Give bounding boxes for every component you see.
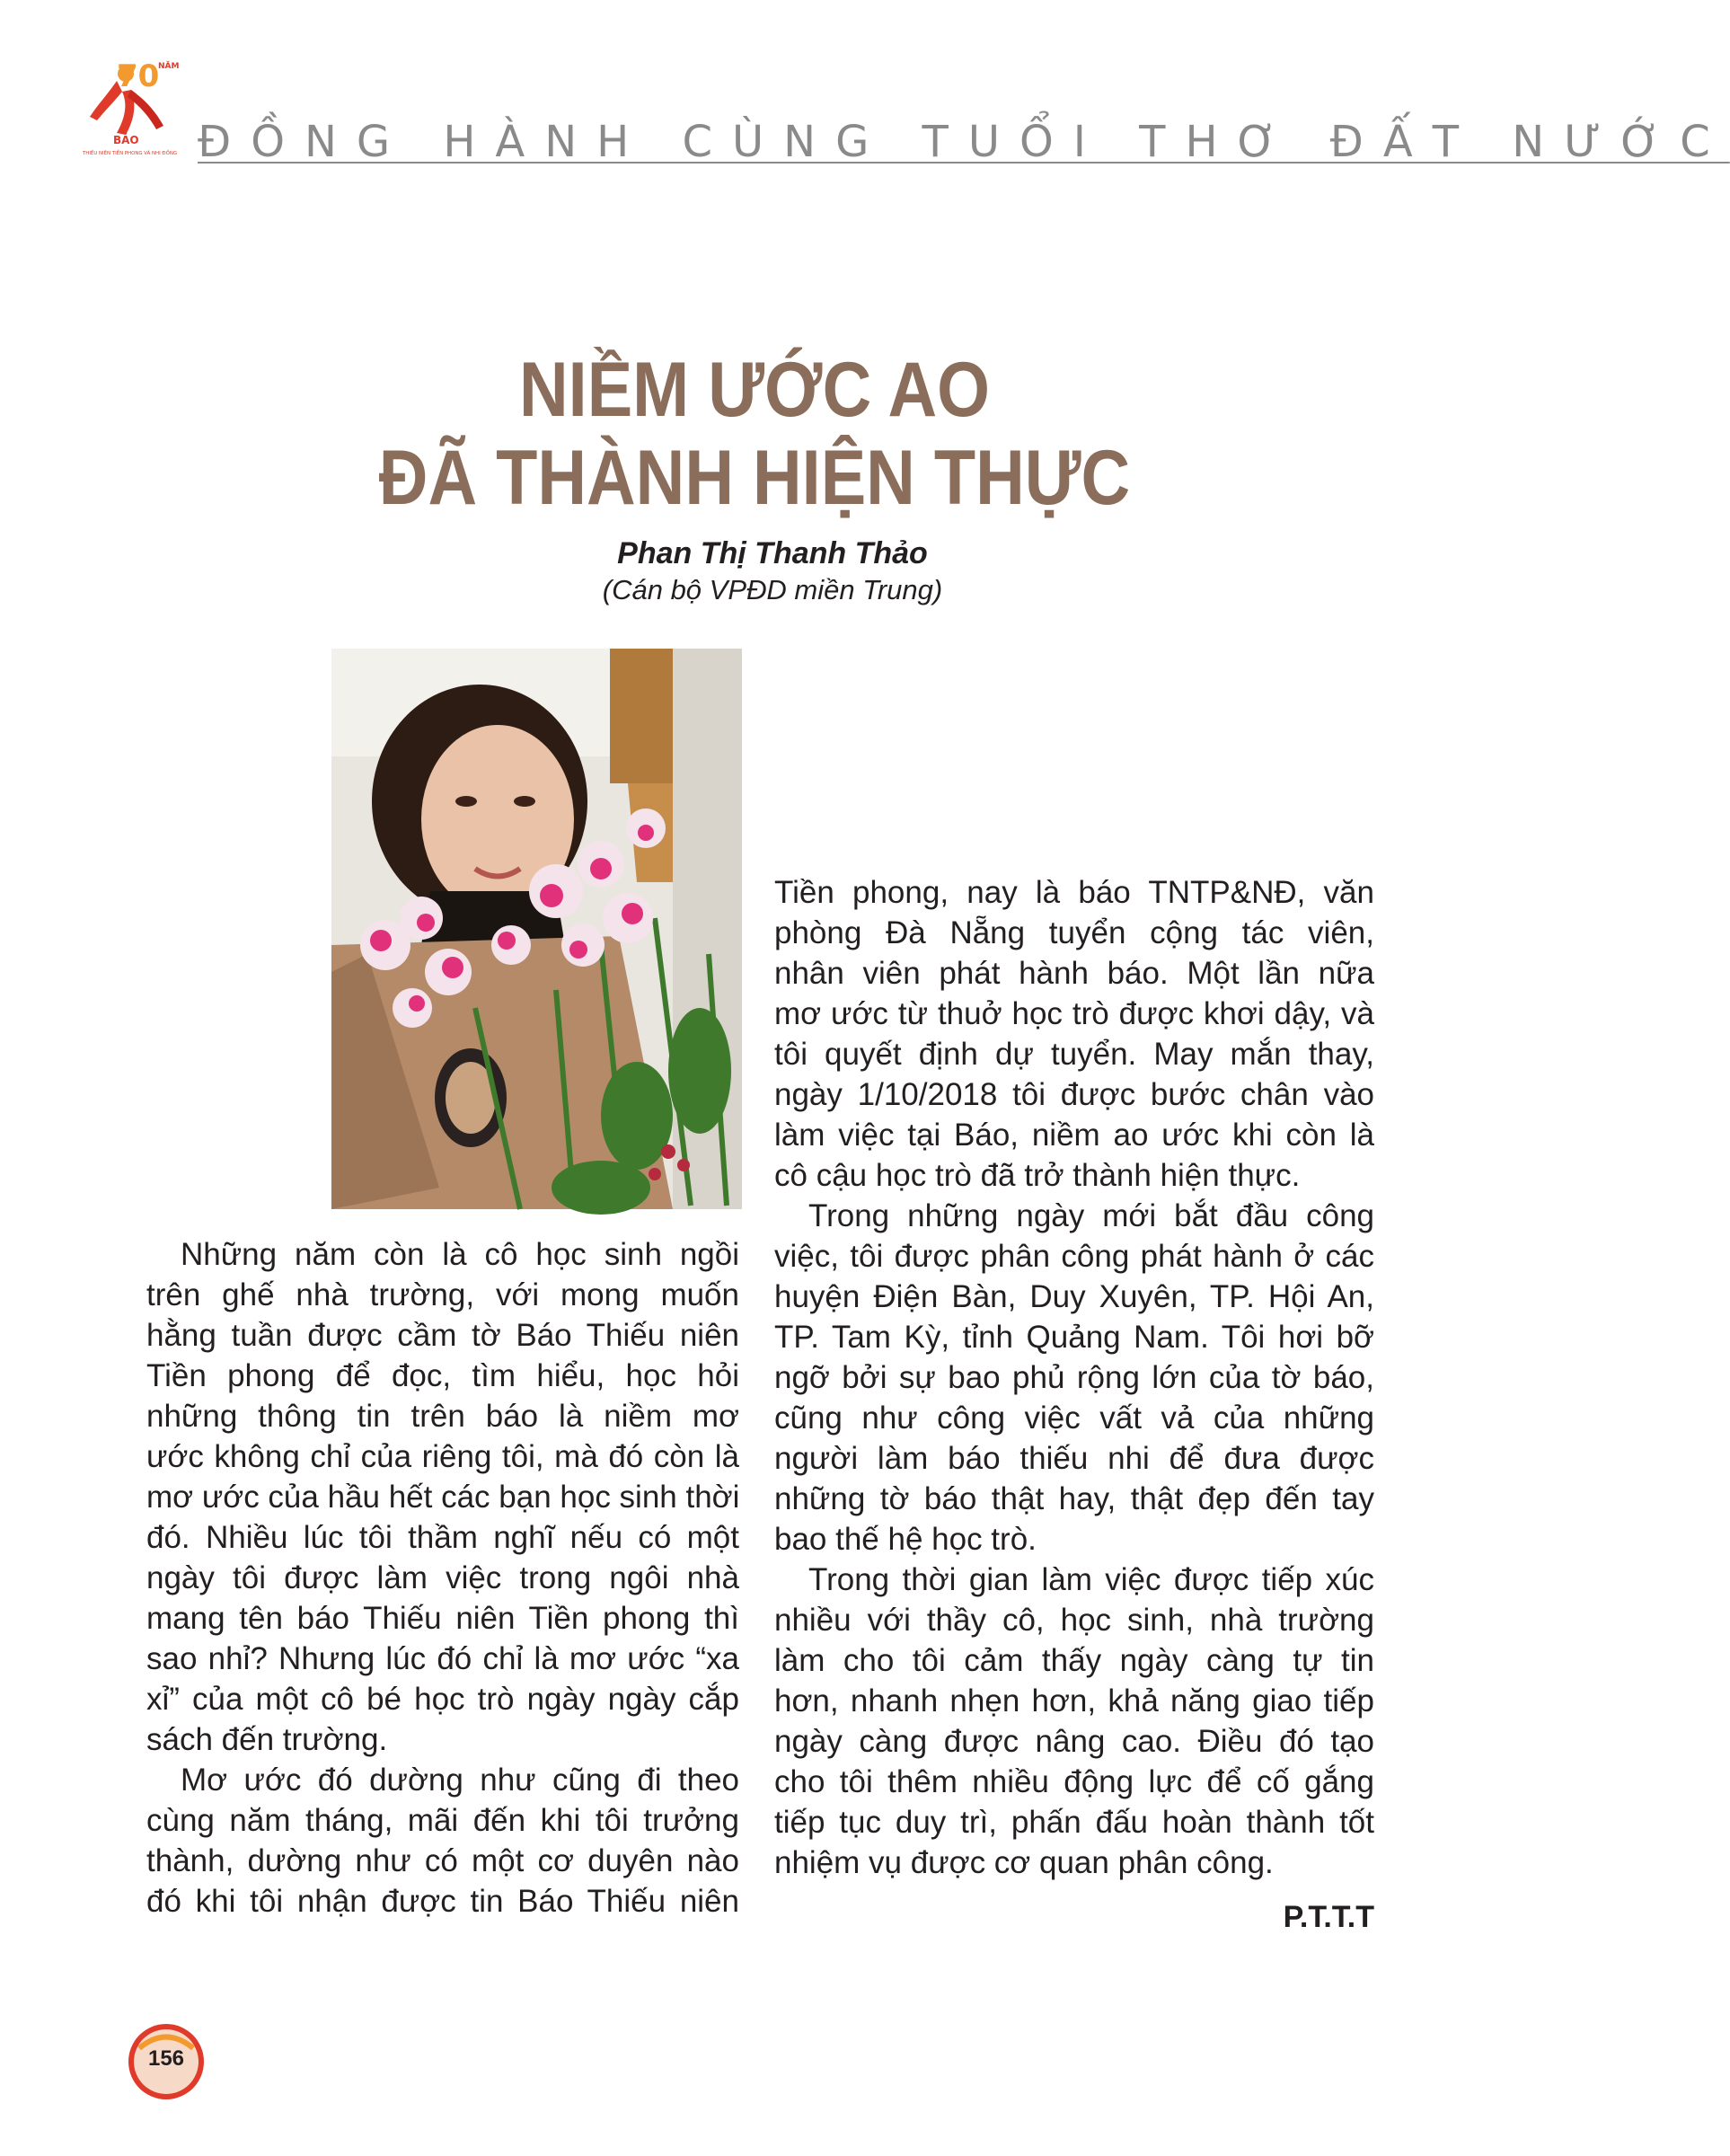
text-line: thành, dường như có một cơ duyên nào	[146, 1843, 739, 1878]
text-line: đó. Nhiều lúc tôi thầm nghĩ nếu có một	[146, 1520, 739, 1555]
text-line: trên ghế nhà trường, với mong muốn	[146, 1277, 739, 1312]
text-line: người làm báo thiếu nhi để đưa được	[774, 1441, 1374, 1476]
text-line: ước không chỉ của riêng tôi, mà đó còn là	[146, 1439, 739, 1474]
author-name: Phan Thị Thanh Thảo	[617, 536, 928, 570]
text-line: cùng năm tháng, mãi đến khi tôi trưởng	[146, 1803, 739, 1838]
text-line: nhiều với thầy cô, học sinh, nhà trường	[774, 1603, 1374, 1638]
text-line: Trong thời gian làm việc được tiếp xúc	[808, 1562, 1374, 1597]
paragraph-3	[774, 872, 1374, 1196]
text-line: tôi quyết định dự tuyển. May mắn thay,	[774, 1037, 1374, 1072]
text-line: bao thế hệ học trò.	[774, 1522, 1037, 1557]
signature: P.T.T.T	[1283, 1900, 1374, 1934]
logo-mid: BÁO	[113, 134, 139, 146]
page-number: 156	[147, 2046, 185, 2071]
text-line: cô cậu học trò đã trở thành hiện thực.	[774, 1158, 1301, 1193]
paragraph-1	[146, 1234, 739, 1760]
anniversary-logo	[81, 54, 193, 157]
page-number-badge	[126, 2021, 207, 2102]
text-line: Tiền phong, nay là báo TNTP&NĐ, văn	[774, 875, 1374, 910]
article-title-line-2: ĐÃ THÀNH HIỆN THỰC	[378, 435, 1131, 521]
text-line: Những năm còn là cô học sinh ngồi	[181, 1237, 739, 1272]
article-right-column	[774, 872, 1374, 1883]
text-line: Tiền phong để đọc, tìm hiểu, học hỏi	[146, 1358, 739, 1393]
author-photo	[331, 649, 742, 1209]
byline	[485, 535, 1060, 608]
author-role: (Cán bộ VPĐD miền Trung)	[602, 574, 943, 605]
article-left-column	[146, 1234, 739, 1922]
text-line: nhiệm vụ được cơ quan phân công.	[774, 1845, 1274, 1880]
text-line: ngày tôi được làm việc trong ngôi nhà	[146, 1560, 739, 1595]
text-line: ngỡ bởi sự bao phủ rộng lớn của tờ báo,	[774, 1360, 1374, 1395]
logo-sub: THIẾU NIÊN TIỀN PHONG VÀ NHI ĐỒNG	[83, 151, 178, 156]
paragraph-2	[146, 1760, 739, 1922]
paragraph-5	[774, 1560, 1374, 1883]
paragraph-4	[774, 1196, 1374, 1560]
logo-top: NĂM	[158, 62, 180, 71]
text-line: mơ ước của hầu hết các bạn học sinh thời	[146, 1480, 740, 1515]
text-line: hằng tuần được cầm tờ Báo Thiếu niên	[146, 1318, 739, 1353]
text-line: phòng Đà Nẵng tuyển cộng tác viên,	[774, 915, 1374, 950]
text-line: nhân viên phát hành báo. Một lần nữa	[774, 956, 1374, 991]
text-line: ngày càng được nâng cao. Điều đó tạo	[774, 1724, 1374, 1759]
text-line: tiếp tục duy trì, phấn đấu hoàn thành tốt	[774, 1805, 1374, 1840]
text-line: mơ ước từ thuở học trò được khơi dậy, và	[774, 996, 1374, 1031]
text-line: cũng như công việc vất vả của những	[774, 1401, 1374, 1436]
text-line: làm cho tôi cảm thấy ngày càng tự tin	[774, 1643, 1374, 1678]
text-line: việc, tôi được phân công phát hành ở các	[774, 1239, 1374, 1274]
text-line: TP. Tam Kỳ, tỉnh Quảng Nam. Tôi hơi bỡ	[774, 1320, 1374, 1355]
text-line: xỉ” của một cô bé học trò ngày ngày cắp	[146, 1682, 739, 1717]
author-photo-image	[331, 649, 742, 1209]
text-line: sách đến trường.	[146, 1722, 388, 1757]
text-line: Mơ ước đó dường như cũng đi theo	[181, 1763, 739, 1798]
text-line: hơn, nhanh nhẹn hơn, khả năng giao tiếp	[774, 1683, 1374, 1719]
text-line: làm việc tại Báo, niềm ao ước khi còn là	[774, 1118, 1374, 1153]
text-line: những thông tin trên báo là niềm mơ	[146, 1399, 739, 1434]
text-line: huyện Điện Bàn, Duy Xuyên, TP. Hội An,	[774, 1279, 1374, 1314]
article-title-line-1: NIỀM ƯỚC AO	[519, 347, 990, 433]
text-line: cho tôi thêm nhiều động lực để cố gắng	[774, 1764, 1374, 1799]
text-line: Trong những ngày mới bắt đầu công	[808, 1198, 1374, 1233]
text-line: ngày 1/10/2018 tôi được bước chân vào	[774, 1077, 1374, 1112]
text-line: đó khi tôi nhận được tin Báo Thiếu niên	[146, 1884, 739, 1919]
article-title	[252, 346, 1258, 522]
text-line: sao nhỉ? Nhưng lúc đó chỉ là mơ ước “xa	[146, 1641, 739, 1676]
logo-number: 70	[117, 58, 160, 94]
text-line: những tờ báo thật hay, thật đẹp đến tay	[774, 1481, 1374, 1516]
page-header	[81, 54, 1730, 167]
anniversary-logo-icon	[81, 54, 193, 157]
text-line: mang tên báo Thiếu niên Tiền phong thì	[146, 1601, 739, 1636]
header-title: ĐỒNG HÀNH CÙNG TUỔI THƠ ĐẤT NƯỚC	[198, 117, 1730, 167]
